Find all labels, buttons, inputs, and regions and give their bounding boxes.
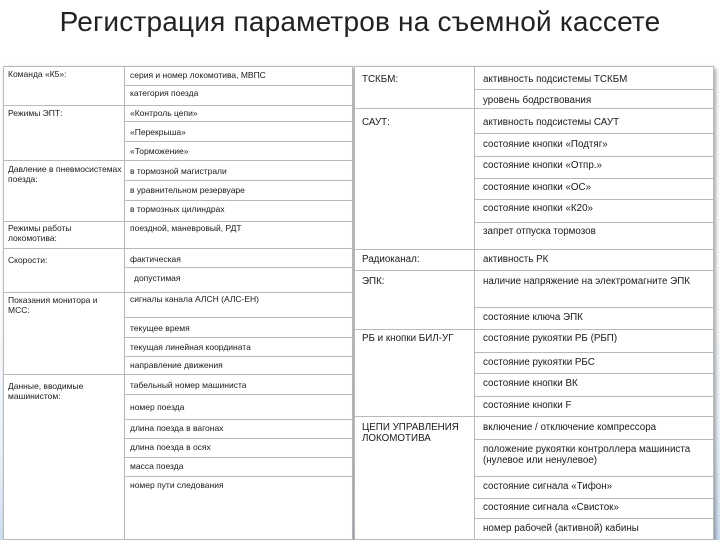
subrow-separator [474,199,713,200]
subrow-separator [474,178,713,179]
column-divider [474,67,475,539]
row-value: текущее время [130,323,190,333]
row-label: ТСКБМ: [362,74,399,85]
row-value: в тормозных цилиндрах [130,204,225,214]
row-value: состояние рукоятки РБ (РБП) [483,333,618,344]
row-label: Данные, вводимые машинистом: [8,381,84,401]
row-value: номер пути следования [130,480,224,490]
row-separator [355,329,713,330]
row-label: ЦЕПИ УПРАВЛЕНИЯ ЛОКОМОТИВА [362,422,459,445]
row-value: «Контроль цепи» [130,108,198,118]
row-value: фактическая [130,254,181,264]
row-label: Режимы работы локомотива: [8,223,72,243]
row-label: ЭПК: [362,276,385,287]
row-value: категория поезда [130,88,199,98]
row-separator [4,105,352,106]
column-divider [124,67,125,539]
row-label: Скорости: [8,255,48,265]
row-label: Режимы ЭПТ: [8,108,63,118]
subrow-separator [124,85,352,86]
row-value: состояние кнопки «Подтяг» [483,139,608,150]
row-label: САУТ: [362,117,390,128]
row-value: наличие напряжение на электромагните ЭПК [483,276,690,287]
row-value: направление движения [130,360,223,370]
row-value: состояние кнопки «Отпр.» [483,160,602,171]
subrow-separator [124,457,352,458]
subrow-separator [124,476,352,477]
row-value: допустимая [134,273,181,283]
row-separator [355,108,713,109]
row-value: масса поезда [130,461,184,471]
row-value: состояние кнопки «ОС» [483,182,592,193]
row-value: положение рукоятки контроллера машиниста (нулевое или ненулевое) [483,444,691,467]
row-value: табельный номер машиниста [130,380,247,390]
row-value: номер поезда [130,402,185,412]
row-separator [355,416,713,417]
row-separator [4,221,352,222]
row-separator [4,374,352,375]
row-value: состояние кнопки «К20» [483,203,593,214]
row-value: состояние кнопки ВК [483,378,578,389]
row-value: «Перекрыша» [130,127,186,137]
subrow-separator [124,438,352,439]
row-separator [4,160,352,161]
subrow-separator [474,518,713,519]
row-value: длина поезда в вагонах [130,423,224,433]
row-value: поездной, маневровый, РДТ [130,223,242,233]
row-value: номер рабочей (активной) кабины [483,523,639,534]
subrow-separator [474,222,713,223]
subrow-separator [124,267,352,268]
subrow-separator [474,498,713,499]
row-value: активность подсистемы ТСКБМ [483,74,628,85]
row-value: текущая линейная координата [130,342,251,352]
row-value: состояние сигнала «Тифон» [483,481,613,492]
subrow-separator [474,373,713,374]
subrow-separator [124,121,352,122]
row-value: запрет отпуска тормозов [483,226,596,237]
subrow-separator [124,356,352,357]
subrow-separator [474,439,713,440]
row-value: в уравнительном резервуаре [130,185,245,195]
row-separator [355,249,713,250]
row-value: сигналы канала АЛСН (АЛС-ЕН) [130,294,259,304]
subrow-separator [474,396,713,397]
row-label: РБ и кнопки БИЛ-УГ [362,333,454,344]
subrow-separator [124,317,352,318]
subrow-separator [474,156,713,157]
subrow-separator [124,200,352,201]
row-separator [355,270,713,271]
subrow-separator [474,133,713,134]
row-label: Команда «К5»: [8,69,67,79]
row-label: Давление в пневмосистемах поезда: [8,164,122,184]
subrow-separator [124,419,352,420]
right-parameters-table [354,66,714,540]
subrow-separator [474,352,713,353]
row-value: состояние рукоятки РБС [483,357,595,368]
row-value: состояние кнопки F [483,400,572,411]
subrow-separator [124,180,352,181]
subrow-separator [474,89,713,90]
row-value: состояние сигнала «Свисток» [483,502,619,513]
row-label: Показания монитора и МСС: [8,295,98,315]
subrow-separator [124,394,352,395]
row-value: активность РК [483,254,549,265]
row-value: в тормозной магистрали [130,166,227,176]
subrow-separator [474,476,713,477]
slide-title: Регистрация параметров на съемной кассете [59,6,661,37]
row-value: уровень бодрствования [483,95,592,106]
row-value: состояние ключа ЭПК [483,312,583,323]
row-value: включение / отключение компрессора [483,422,657,433]
left-parameters-table [3,66,353,540]
subrow-separator [474,307,713,308]
row-separator [4,292,352,293]
subrow-separator [124,141,352,142]
row-value: активность подсистемы САУТ [483,117,620,128]
row-separator [4,248,352,249]
row-value: длина поезда в осях [130,442,211,452]
row-value: серия и номер локомотива, МВПС [130,70,266,80]
row-label: Радиоканал: [362,254,420,265]
row-value: «Торможение» [130,146,189,156]
subrow-separator [124,337,352,338]
